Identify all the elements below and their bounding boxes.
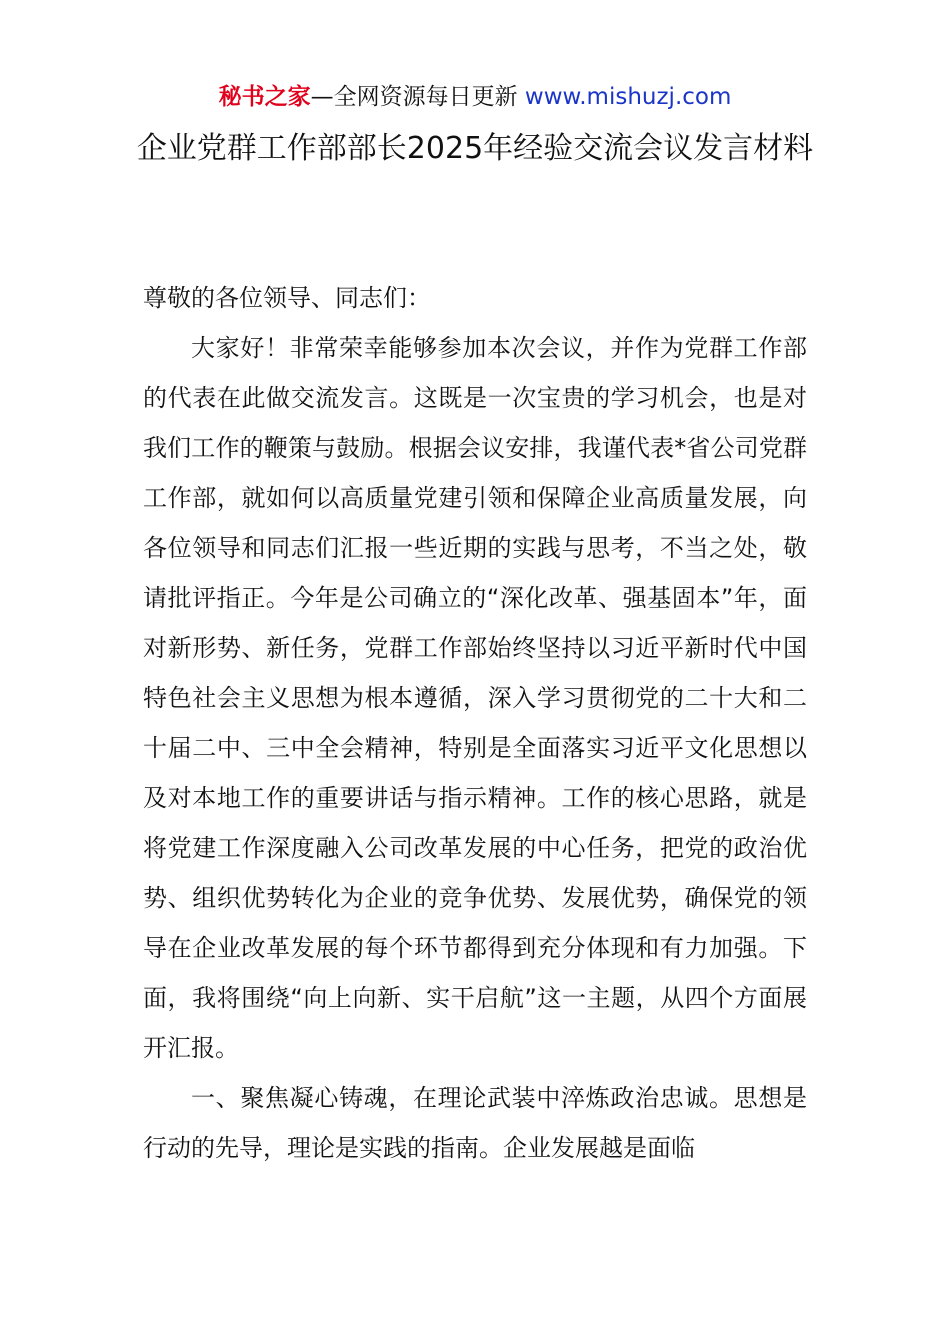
paragraph-intro: 大家好！非常荣幸能够参加本次会议，并作为党群工作部的代表在此做交流发言。这既是一次宝贵的学习机会，也是对我们工作的鞭策与鼓励。根据会议安排，我谨代表*省公司党群工作部，就如何以高质量党建引领和保障企业高质量发展，向各位领导和同志们汇报一些近期的实践与思考，不当之处，敬请批评指正。今年是公司确立的“深化改革、强基固本”年，面对新形势、新任务，党群工作部始终坚持以习近平新时代中国特色社会主义思想为根本遵循，深入学习贯彻党的二十大和二十届二中、三中全会精神，特别是全面落实习近平文化思想以及对本地工作的重要讲话与指示精神。工作的核心思路，就是将党建工作深度融入公司改革发展的中心任务，把党的政治优势、组织优势转化为企业的竞争优势、发展优势，确保党的领导在企业改革发展的每个环节都得到充分体现和有力加强。下面，我将围绕“向上向新、实干启航”这一主题，从四个方面展开汇报。 — [143, 334, 807, 1062]
banner-url-link[interactable]: www.mishuzj.com — [524, 84, 732, 110]
paragraph-section-one: 一、聚焦凝心铸魂，在理论武装中淬炼政治忠诚。思想是行动的先导，理论是实践的指南。企业发展越是面临 — [143, 1084, 807, 1162]
site-banner — [0, 80, 950, 114]
document-body — [143, 273, 807, 1173]
banner-brand: 秘书之家 — [218, 84, 311, 110]
salutation: 尊敬的各位领导、同志们： — [143, 284, 431, 312]
banner-tagline: —全网资源每日更新 — [310, 84, 518, 110]
document-title: 企业党群工作部部长2025年经验交流会议发言材料 — [136, 131, 814, 166]
